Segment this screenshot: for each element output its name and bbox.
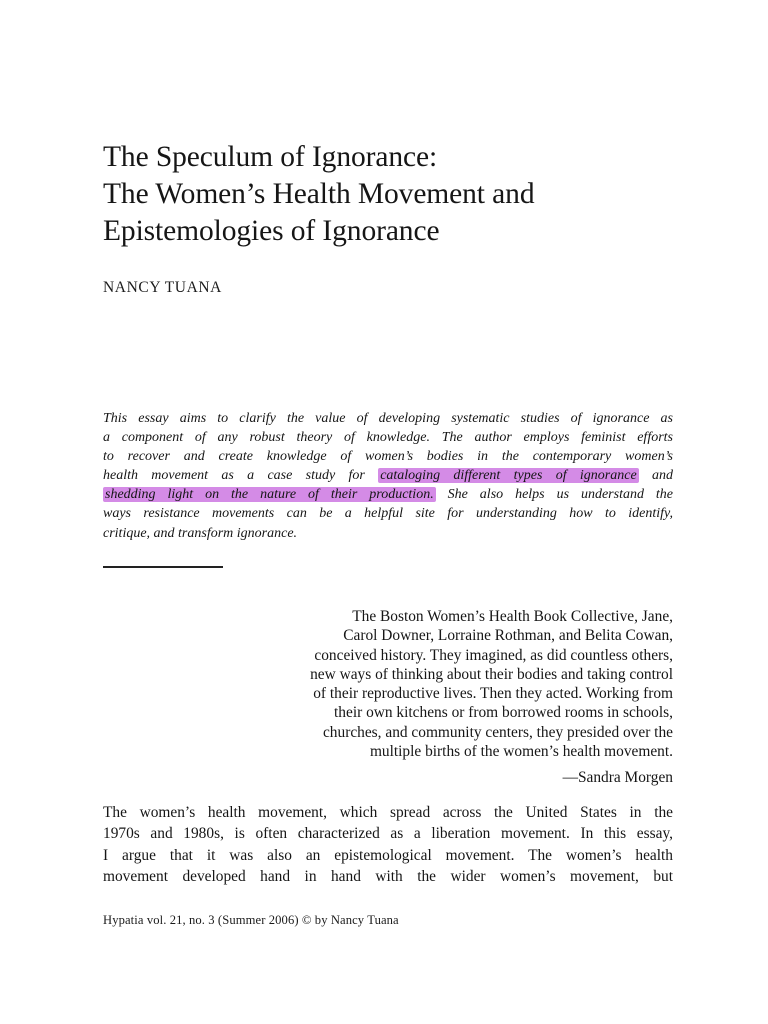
epigraph-line: multiple births of the women’s health movement. xyxy=(369,743,673,761)
abstract-line: a component of any robust theory of knowledge. The author employs feminist efforts xyxy=(103,430,673,446)
abstract-line: This essay aims to clarify the value of developing systematic studies of ignorance as xyxy=(103,411,673,426)
epigraph-line: The Boston Women’s Health Book Collective, Jane, xyxy=(352,608,673,625)
body-paragraph xyxy=(103,802,673,887)
title-line: The Women’s Health Movement and xyxy=(103,178,535,210)
abstract-line: shedding light on the nature of their production. She also helps us understand the xyxy=(105,487,674,503)
abstract-line: critique, and transform ignorance. xyxy=(103,525,298,541)
highlighted-text: cataloging different types of ignorance xyxy=(380,468,637,484)
abstract-line: ways resistance movements can be a helpful site for understanding how to identify, xyxy=(103,506,673,522)
epigraph-line: new ways of thinking about their bodies and taking control xyxy=(310,665,673,683)
body-line: 1970s and 1980s, is often characterized as a liberation movement. In this essay, xyxy=(103,825,673,843)
abstract xyxy=(103,409,673,543)
epigraph-line: of their reproductive lives. Then they acted. Working from xyxy=(313,685,673,703)
author-name: NANCY TUANA xyxy=(103,279,222,296)
epigraph-line: their own kitchens or from borrowed rooms in schools, xyxy=(334,704,673,722)
abstract-line: health movement as a case study for cataloging different types of ignorance and xyxy=(103,468,674,484)
title-line: Epistemologies of Ignorance xyxy=(103,215,440,247)
article-title xyxy=(103,139,703,250)
section-divider xyxy=(103,566,223,568)
title-line: The Speculum of Ignorance: xyxy=(103,141,438,173)
journal-citation: Hypatia vol. 21, no. 3 (Summer 2006) © by Nancy Tuana xyxy=(103,913,399,927)
epigraph xyxy=(200,607,673,761)
epigraph-line: conceived history. They imagined, as did countless others, xyxy=(314,646,673,664)
epigraph-line: Carol Downer, Lorraine Rothman, and Belita Cowan, xyxy=(343,627,673,645)
body-line: The women’s health movement, which spread across the United States in the xyxy=(103,804,673,821)
abstract-line: to recover and create knowledge of women’s bodies in the contemporary women’s xyxy=(103,449,673,465)
body-line: movement developed hand in hand with the wider women’s movement, but xyxy=(103,867,673,885)
body-line: I argue that it was also an epistemological movement. The women’s health xyxy=(103,846,673,864)
epigraph-line: churches, and community centers, they presided over the xyxy=(322,723,673,741)
highlighted-text: shedding light on the nature of their production. xyxy=(105,487,434,503)
epigraph-attribution: —Sandra Morgen xyxy=(562,769,673,786)
